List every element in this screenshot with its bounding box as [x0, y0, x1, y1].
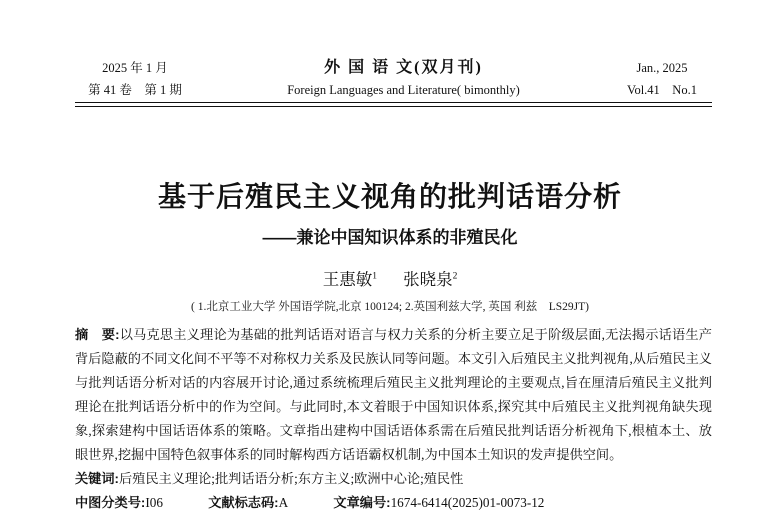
masthead-right-block	[612, 56, 712, 100]
author-1-superscript: 1	[372, 271, 377, 282]
clc-value: I06	[145, 495, 163, 510]
journal-title-cn: 外 国 语 文(双月刊)	[324, 59, 483, 76]
keywords-line	[75, 467, 712, 491]
author-2-superscript: 2	[452, 271, 458, 282]
keywords-text: 后殖民主义理论;批判话语分析;东方主义;欧洲中心论;殖民性	[118, 471, 464, 486]
journal-issue-en: Vol.41 No.1	[627, 83, 697, 97]
abstract-text: 以马克思主义理论为基础的批判话语对语言与权力关系的分析主要立足于阶级层面,无法揭示话语生产背后隐蔽的不同文化间不平等不对称权力关系及民族认同等问题。本文引入后殖民主义批判视角,从后殖民主义与批判话语分析对话的内容展开讨论,通过系统梳理后殖民主义批判理论的主要观点,旨在厘清后殖民主义批判理论在批判话语分析中的作为空间。与此同时,本文着眼于中国知识体系,探究其中后殖民主义批判视角缺失现象,探索建构中国话语体系的策略。文章指出建构中国话语体系需在后殖民批判话语分析视角下,根植本土、放眼世界,挖掘中国特色叙事体系的同时解构西方话语霸权机制,为中国本土知识的发声提供空间。	[75, 327, 712, 462]
masthead-divider-rule	[75, 102, 712, 107]
doc-code-segment	[208, 495, 288, 510]
doc-code-label: 文献标志码:	[208, 495, 279, 510]
article-no-label: 文章编号:	[333, 495, 391, 510]
article-subtitle: ——兼论中国知识体系的非殖民化	[262, 228, 518, 247]
author-1-name: 王惠敏	[322, 270, 373, 289]
journal-date-cn: 2025 年 1 月	[102, 61, 168, 75]
journal-masthead	[75, 56, 712, 100]
journal-title-en: Foreign Languages and Literature( bimonthly)	[287, 83, 520, 97]
front-matter-block	[75, 323, 712, 515]
journal-issue-cn: 第 41 卷 第 1 期	[88, 83, 182, 97]
keywords-label: 关键词:	[75, 471, 119, 486]
article-no-value: 1674-6414(2025)01-0073-12	[390, 495, 545, 510]
author-line	[0, 266, 780, 290]
journal-date-en: Jan., 2025	[636, 61, 688, 75]
clc-segment	[75, 495, 163, 510]
abstract-label: 摘 要:	[75, 327, 120, 342]
clc-label: 中图分类号:	[75, 495, 146, 510]
masthead-center-block	[195, 56, 612, 100]
author-2	[403, 270, 457, 289]
article-no-segment	[333, 495, 544, 510]
classification-line	[75, 491, 712, 515]
author-1	[323, 270, 377, 289]
article-title: 基于后殖民主义视角的批判话语分析	[157, 181, 622, 212]
masthead-left-block	[75, 56, 195, 100]
abstract-paragraph	[75, 323, 712, 467]
doc-code-value: A	[278, 495, 289, 510]
author-2-name: 张晓泉	[403, 270, 453, 289]
affiliation-line: ( 1.北京工业大学 外国语学院,北京 100124; 2.英国利兹大学, 英国 利兹 LS29JT)	[190, 301, 590, 313]
